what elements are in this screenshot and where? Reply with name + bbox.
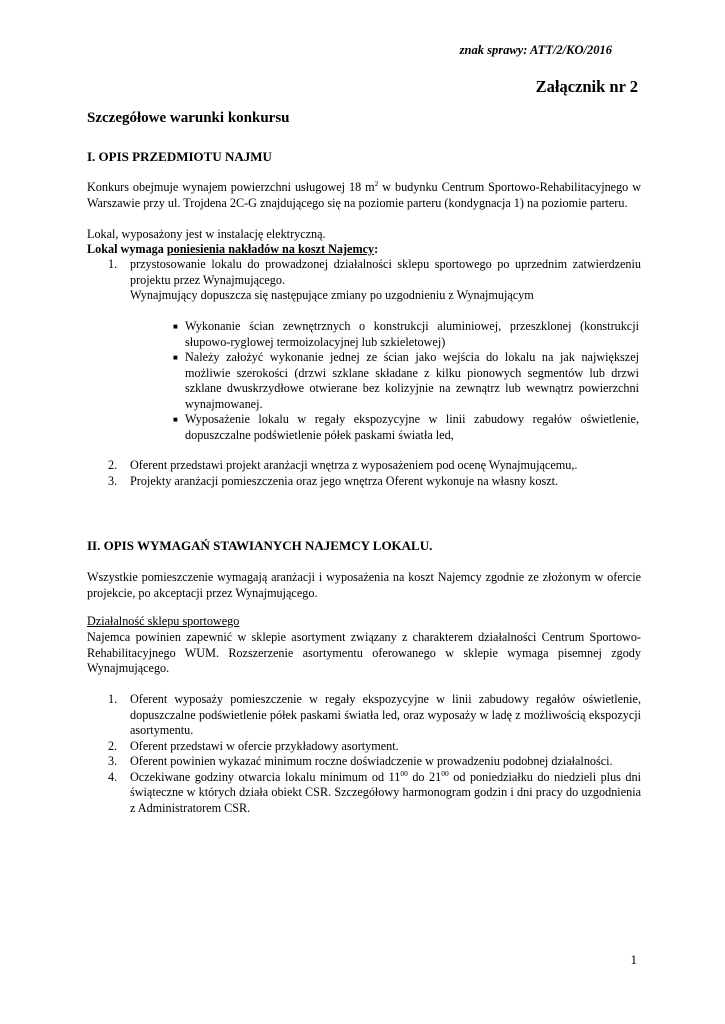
case-reference: znak sprawy: ATT/2/KO/2016 — [459, 43, 612, 57]
list-item: 2. Oferent przedstawi w ofercie przykładowy asortyment. — [108, 738, 399, 753]
bullet-item: ■ Należy założyć wykonanie jednej ze ścian jako wejścia do lokalu na jak największej możliwie szerokości (drzwi szklane składane z kilku pionowych segmentów lub drzwi szklane dwuskrzydłowe otwierane bez kolizyjnie na zewnątrz lub wewnątrz powierzchni wynajmowanej. — [173, 350, 639, 411]
square-bullet-icon: ■ — [173, 415, 178, 424]
bullet-item: ■ Wyposażenie lokalu w regały ekspozycyjne w linii zabudowy regałów oświetlenie, dopuszczalne podświetlenie półek paskami światła led, — [173, 412, 639, 442]
section-2-heading: II. OPIS WYMAGAŃ STAWIANYCH NAJEMCY LOKALU. — [87, 538, 433, 553]
list-item: 3. Oferent powinien wykazać minimum roczne doświadczenie w prowadzeniu podobnej działalności. — [108, 754, 613, 768]
list-item: 2. Oferent przedstawi projekt aranżacji wnętrza z wyposażeniem pod ocenę Wynajmującemu,. — [108, 458, 578, 472]
section-1-intro: Konkurs obejmuje wynajem powierzchni usługowej 18 $m^2$ w budynku Centrum Sportowo-Rehabilitacyjnego w Warszawie przy ul. Trojdena 2C-G znajdującego się na poziomie parteru (kondygnacja 1) na poziomie parteru. — [87, 179, 641, 210]
document-title: Szczegółowe warunki konkursu — [87, 110, 290, 126]
list-item: 1. Oferent wyposaży pomieszczenie w regały ekspozycyjne w linii zabudowy regałów oświetlenie, dopuszczalne podświetlenie półek paskami światła led, oraz wyposaży w ladę z możliwością ekspozycji asortymentu. — [108, 692, 641, 737]
square-bullet-icon: ■ — [173, 322, 178, 331]
list-item: 1. przystosowanie lokalu do prowadzonej działalności sklepu sportowego po uprzednim zatwierdzeniu projektu przez Wynajmującego. Wynajmujący dopuszcza się następujące zmiany po uzgodnieniu z Wynajmującym — [108, 257, 641, 302]
section-2-list — [87, 692, 641, 816]
equipped-note: Lokal, wyposażony jest w instalację elektryczną. — [87, 227, 326, 241]
square-bullet-icon: ■ — [173, 353, 178, 362]
bullet-item: ■ Wykonanie ścian zewnętrznych o konstrukcji aluminiowej, przeszklonej (konstrukcji słupowo-ryglowej termoizolacyjnej lub szkieletowej) — [173, 319, 639, 349]
section-1-bullets — [173, 319, 639, 443]
requires-line: Lokal wymaga poniesienia nakładów na koszt Najemcy: — [87, 242, 379, 256]
section-2-subpara: Najemca powinien zapewnić w sklepie asortyment związany z charakterem działalności Centrum Sportowo-Rehabilitacyjnego WUM. Rozszerzenie asortymentu oferowanego w sklepie wymaga pisemnej zgody Wynajmującego. — [87, 630, 641, 675]
section-2-subheading: Działalność sklepu sportowego — [87, 614, 240, 628]
list-item: 4. Oczekiwane godziny otwarcia lokalu minimum od $11^{00}$ do $21^{00}$ od poniedziałku do niedzieli plus dni świąteczne w których działa obiekt CSR. Szczegółowy harmonogram godzin i dni pracy do uzgodnienia z Administratorem CSR. — [108, 768, 641, 815]
section-1-list — [87, 257, 641, 304]
section-2-intro: Wszystkie pomieszczenie wymagają aranżacji i wyposażenia na koszt Najemcy zgodnie ze złożonym w ofercie projekcie, po akceptacji przez Wynajmującego. — [87, 570, 641, 600]
list-item: 3. Projekty aranżacji pomieszczenia oraz jego wnętrza Oferent wykonuje na własny koszt. — [108, 473, 559, 488]
annex-number: Załącznik nr 2 — [535, 77, 638, 96]
section-1-heading: I. OPIS PRZEDMIOTU NAJMU — [87, 149, 272, 164]
section-1-list-cont — [87, 458, 641, 489]
page-number: 1 — [630, 952, 637, 967]
